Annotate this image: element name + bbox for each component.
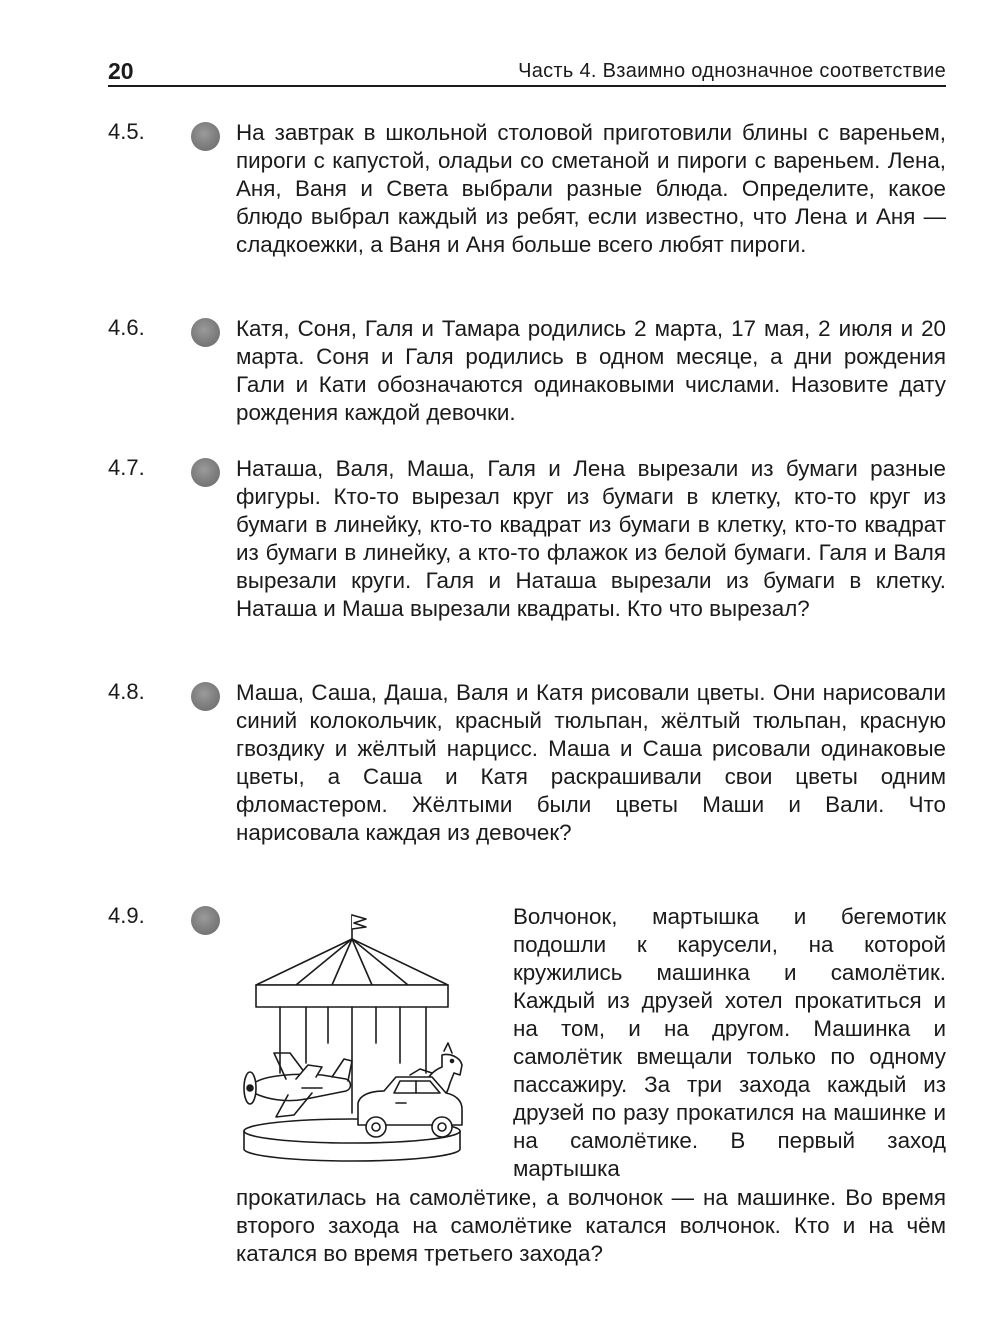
difficulty-dot-icon: [191, 318, 220, 347]
task-text: На завтрак в школьной столовой приготовили блины с вареньем, пироги с капустой, оладьи со сметаной и пироги с вареньем. Лена, Аня, Ваня и Света выбрали разные блюда. Определите, какое блюдо выбрал каждый из ребят, если известно, что Лена и Аня — сладкоежки, а Ваня и Аня больше всего любят пироги.: [236, 120, 946, 257]
task-text: Наташа, Валя, Маша, Галя и Лена вырезали из бумаги разные фигуры. Кто-то вырезал круг из бумаги в клетку, кто-то круг из бумаги в линейку, кто-то квадрат из бумаги в клетку, кто-то квадрат из бумаги в линейку, а кто-то флажок из белой бумаги. Галя и Валя вырезали круги. Галя и Наташа вырезали из бумаги в клетку. Наташа и Маша вырезали квадраты. Кто что вырезал?: [236, 456, 946, 621]
airplane-icon: [244, 1053, 352, 1117]
header-rule: [108, 85, 946, 87]
task-number: 4.6.: [108, 315, 145, 340]
chapter-title: Часть 4. Взаимно однозначное соответствие: [518, 60, 946, 82]
task-text: Катя, Соня, Галя и Тамара родились 2 марта, 17 мая, 2 июля и 20 марта. Соня и Галя родились в одном месяце, а дни рождения Гали и Кати обозначаются одинаковыми числами. Назовите дату рождения каждой девочки.: [236, 316, 946, 425]
task-text-beside-picture: Волчонок, мартышка и бегемотик подошли к карусели, на которой кружились машинка и самолётик. Каждый из друзей хотел прокатиться и на том, и на другом. Машинка и самолётик вмещали только по одному пассажиру. За три захода каждый из друзей по разу прокатился на машинке и на самолётике. В первый заход мартышка: [513, 904, 946, 1181]
task-number: 4.5.: [108, 119, 145, 144]
page-header: [108, 58, 946, 88]
task-number: 4.7.: [108, 455, 145, 480]
difficulty-dot-icon: [191, 458, 220, 487]
difficulty-dot-icon: [191, 906, 220, 935]
carousel-illustration: [236, 903, 498, 1163]
difficulty-dot-icon: [191, 682, 220, 711]
task-text-below-picture: прокатилась на самолётике, а волчонок — на машинке. Во время второго захода на самолётике катался волчонок. Кто и на чём катался во время третьего захода?: [236, 1185, 946, 1266]
task-number: 4.8.: [108, 679, 145, 704]
task-text: Маша, Саша, Даша, Валя и Катя рисовали цветы. Они нарисовали синий колокольчик, красный тюльпан, жёлтый тюльпан, красную гвоздику и жёлтый нарцисс. Маша и Саша рисовали одинаковые цветы, а Саша и Катя раскрашивали свои цветы одним фломастером. Жёлтыми были цветы Маши и Вали. Что нарисовала каждая из девочек?: [236, 680, 946, 845]
page-number: 20: [108, 58, 134, 84]
task-number: 4.9.: [108, 903, 145, 928]
difficulty-dot-icon: [191, 122, 220, 151]
